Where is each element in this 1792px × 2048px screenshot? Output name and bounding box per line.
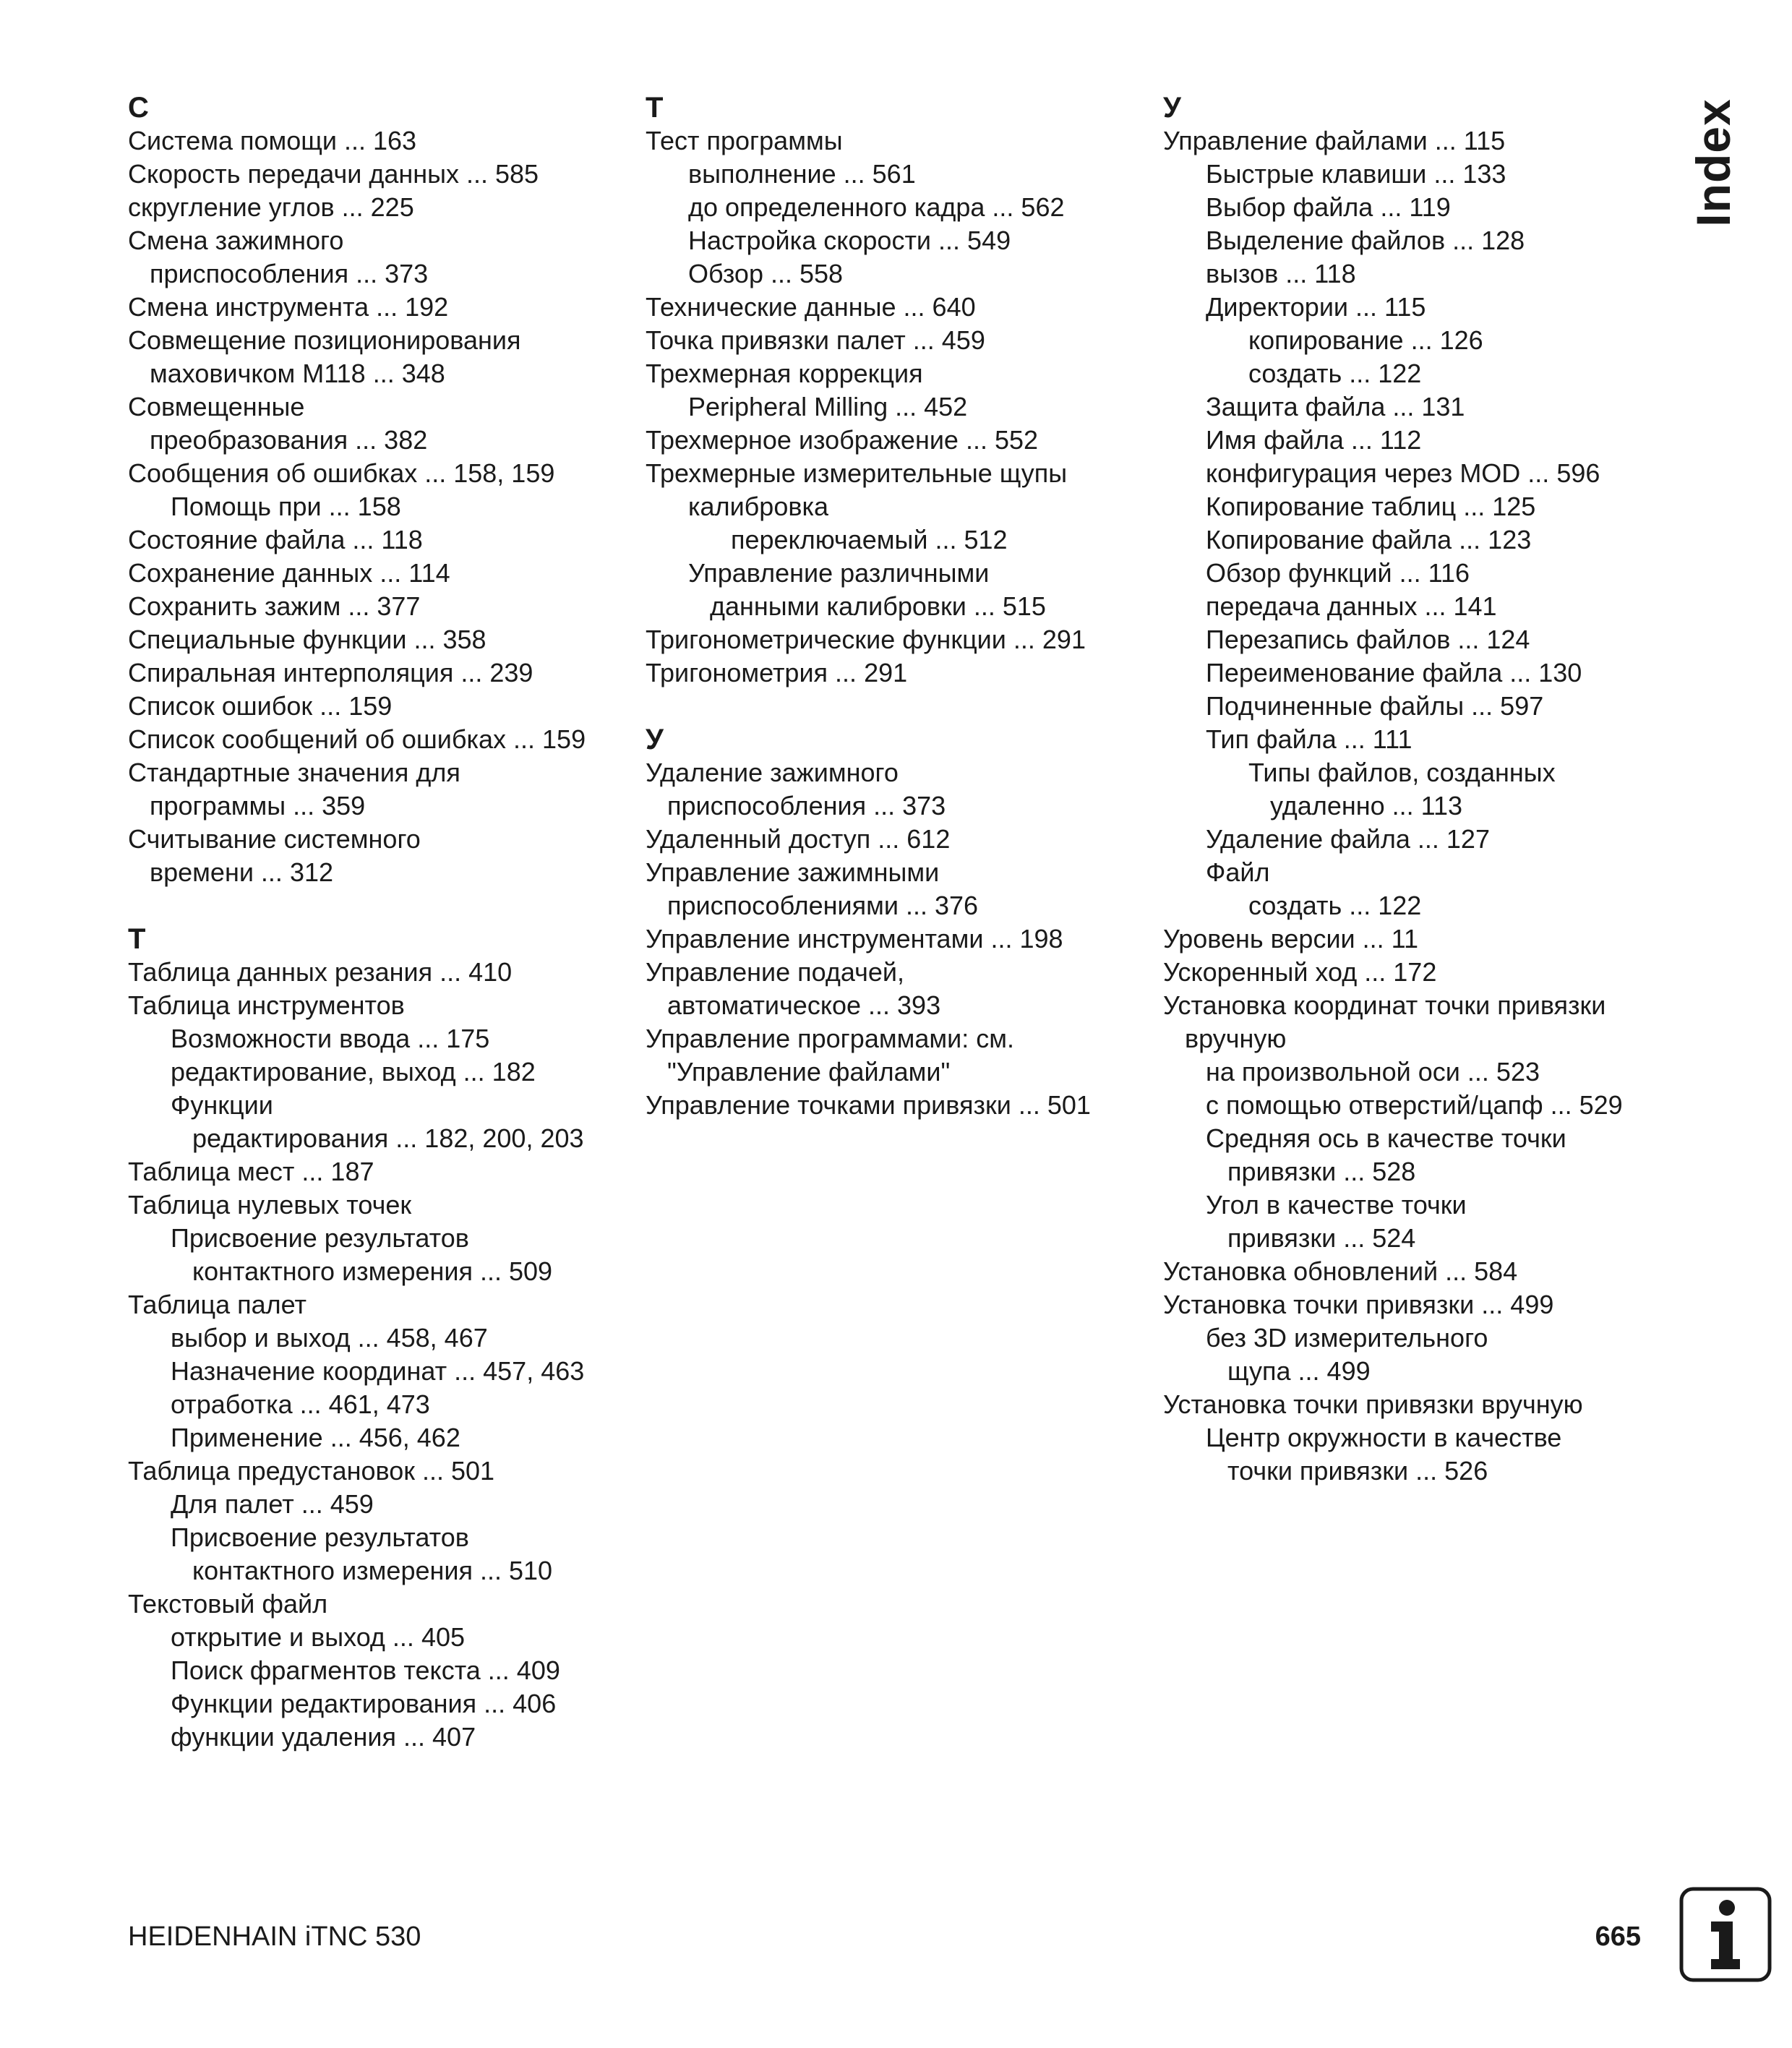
index-entry: Быстрые клавиши ... 133 xyxy=(1206,159,1506,189)
index-entry: времени ... 312 xyxy=(150,857,334,887)
index-entry: конфигурация через MOD ... 596 xyxy=(1206,458,1600,488)
index-entry: приспособления ... 373 xyxy=(667,791,946,821)
index-entry: Управление различными xyxy=(688,558,990,588)
index-entry: программы ... 359 xyxy=(150,791,366,821)
index-entry: привязки ... 528 xyxy=(1227,1157,1416,1186)
index-entry: Управление файлами ... 115 xyxy=(1163,126,1506,155)
index-entry: Тригонометрия ... 291 xyxy=(646,658,908,687)
index-entry: Копирование файла ... 123 xyxy=(1206,525,1532,554)
index-entry: Назначение координат ... 457, 463 xyxy=(171,1356,585,1386)
info-icon xyxy=(1679,1887,1772,1982)
index-entry: Текстовый файл xyxy=(128,1589,328,1619)
index-entry: Точка привязки палет ... 459 xyxy=(646,325,985,355)
index-entry: Функции редактирования ... 406 xyxy=(171,1689,557,1718)
index-entry: Peripheral Milling ... 452 xyxy=(688,392,968,421)
index-entry: с помощью отверстий/цапф ... 529 xyxy=(1206,1090,1623,1120)
index-entry: Для палет ... 459 xyxy=(171,1489,374,1519)
index-entry: Подчиненные файлы ... 597 xyxy=(1206,691,1544,721)
index-entry: Трехмерное изображение ... 552 xyxy=(646,425,1039,455)
index-section xyxy=(128,922,634,1754)
index-entry: Применение ... 456, 462 xyxy=(171,1423,460,1452)
index-entry: Установка точки привязки вручную xyxy=(1163,1389,1583,1419)
index-entry: Сохранить зажим ... 377 xyxy=(128,591,421,621)
index-entry: вызов ... 118 xyxy=(1206,259,1356,288)
index-entry: Смена инструмента ... 192 xyxy=(128,292,449,322)
index-entry: Тест программы xyxy=(646,126,843,155)
index-entry: Переименование файла ... 130 xyxy=(1206,658,1582,687)
index-entry: Таблица предустановок ... 501 xyxy=(128,1456,495,1486)
index-entry: Управление инструментами ... 198 xyxy=(646,924,1063,954)
index-entry: Выбор файла ... 119 xyxy=(1206,192,1451,222)
index-entry: открытие и выход ... 405 xyxy=(171,1622,466,1652)
index-entry: Копирование таблиц ... 125 xyxy=(1206,492,1536,521)
index-column-1 xyxy=(128,91,634,1787)
index-entry: Файл xyxy=(1206,857,1270,887)
index-entry: Считывание системного xyxy=(128,824,421,854)
index-entry: приспособлениями ... 376 xyxy=(667,891,979,920)
index-entry: Выделение файлов ... 128 xyxy=(1206,226,1525,255)
index-entry: вручную xyxy=(1185,1024,1287,1053)
index-entry: скругление углов ... 225 xyxy=(128,192,414,222)
index-entry: Директории ... 115 xyxy=(1206,292,1426,322)
index-entry: Состояние файла ... 118 xyxy=(128,525,423,554)
index-entry: Средняя ось в качестве точки xyxy=(1206,1123,1566,1153)
index-entry: точки привязки ... 526 xyxy=(1227,1456,1488,1486)
index-section xyxy=(128,91,634,889)
index-entry: Управление зажимными xyxy=(646,857,940,887)
index-entry: контактного измерения ... 510 xyxy=(192,1556,553,1585)
index-entry: Установка обновлений ... 584 xyxy=(1163,1256,1518,1286)
index-entry: Тригонометрические функции ... 291 xyxy=(646,625,1086,654)
index-entry: редактирование, выход ... 182 xyxy=(171,1057,536,1087)
index-entry: Уровень версии ... 11 xyxy=(1163,924,1419,954)
index-entry: Совмещение позиционирования xyxy=(128,325,521,355)
index-entry: отработка ... 461, 473 xyxy=(171,1389,430,1419)
section-letter: Т xyxy=(128,923,146,955)
index-entry: Функции xyxy=(171,1090,273,1120)
section-letter: У xyxy=(646,724,664,755)
index-entry: Присвоение результатов xyxy=(171,1223,469,1253)
index-entry: удаленно ... 113 xyxy=(1270,791,1463,821)
index-entry: создать ... 122 xyxy=(1248,359,1422,388)
index-entry: Имя файла ... 112 xyxy=(1206,425,1422,455)
index-entry: Удаление файла ... 127 xyxy=(1206,824,1490,854)
index-entry: Таблица палет xyxy=(128,1290,306,1319)
index-entry: Таблица мест ... 187 xyxy=(128,1157,374,1186)
index-entry: Система помощи ... 163 xyxy=(128,126,417,155)
index-section xyxy=(1163,91,1669,1488)
section-letter: У xyxy=(1163,92,1181,124)
index-entry: Установка точки привязки ... 499 xyxy=(1163,1290,1554,1319)
index-entry: Сообщения об ошибках ... 158, 159 xyxy=(128,458,555,488)
index-entry: создать ... 122 xyxy=(1248,891,1422,920)
index-entry: Обзор функций ... 116 xyxy=(1206,558,1470,588)
index-column-3 xyxy=(1163,91,1669,1521)
index-entry: функции удаления ... 407 xyxy=(171,1722,476,1752)
index-entry: Таблица нулевых точек xyxy=(128,1190,412,1220)
index-column-2 xyxy=(646,91,1152,1155)
index-entry: Трехмерные измерительные щупы xyxy=(646,458,1068,488)
index-section xyxy=(646,91,1152,690)
index-entry: Удаление зажимного xyxy=(646,758,899,787)
index-entry: до определенного кадра ... 562 xyxy=(688,192,1065,222)
index-entry: привязки ... 524 xyxy=(1227,1223,1416,1253)
index-entry: Список ошибок ... 159 xyxy=(128,691,393,721)
index-entry: выбор и выход ... 458, 467 xyxy=(171,1323,488,1353)
section-letter: С xyxy=(128,92,149,124)
section-letter: Т xyxy=(646,92,664,124)
index-entry: Трехмерная коррекция xyxy=(646,359,923,388)
index-entry: автоматическое ... 393 xyxy=(667,990,941,1020)
index-entry: копирование ... 126 xyxy=(1248,325,1483,355)
index-entry: Совмещенные xyxy=(128,392,305,421)
index-entry: Центр окружности в качестве xyxy=(1206,1423,1562,1452)
footer-title: HEIDENHAIN iTNC 530 xyxy=(128,1921,421,1952)
index-entry: Таблица данных резания ... 410 xyxy=(128,957,513,987)
index-entry: Перезапись файлов ... 124 xyxy=(1206,625,1530,654)
index-entry: Управление подачей, xyxy=(646,957,904,987)
index-entry: Присвоение результатов xyxy=(171,1522,469,1552)
index-entry: Сохранение данных ... 114 xyxy=(128,558,450,588)
index-entry: Настройка скорости ... 549 xyxy=(688,226,1011,255)
index-entry: Управление точками привязки ... 501 xyxy=(646,1090,1091,1120)
index-entry: Возможности ввода ... 175 xyxy=(171,1024,490,1053)
page-number: 665 xyxy=(1595,1921,1641,1952)
index-entry: Специальные функции ... 358 xyxy=(128,625,486,654)
index-entry: калибровка xyxy=(688,492,829,521)
index-entry: преобразования ... 382 xyxy=(150,425,428,455)
index-entry: на произвольной оси ... 523 xyxy=(1206,1057,1540,1087)
index-entry: маховичком M118 ... 348 xyxy=(150,359,445,388)
index-entry: без 3D измерительного xyxy=(1206,1323,1488,1353)
index-entry: Технические данные ... 640 xyxy=(646,292,976,322)
index-entry: выполнение ... 561 xyxy=(688,159,916,189)
index-entry: Спиральная интерполяция ... 239 xyxy=(128,658,533,687)
index-entry: Тип файла ... 111 xyxy=(1206,724,1412,754)
index-entry: Обзор ... 558 xyxy=(688,259,844,288)
index-entry: Смена зажимного xyxy=(128,226,344,255)
index-entry: Стандартные значения для xyxy=(128,758,460,787)
index-entry: Таблица инструментов xyxy=(128,990,405,1020)
index-side-label-text: Index xyxy=(1686,98,1740,227)
index-entry: редактирования ... 182, 200, 203 xyxy=(192,1123,584,1153)
index-entry: приспособления ... 373 xyxy=(150,259,429,288)
index-entry: Управление программами: см. xyxy=(646,1024,1014,1053)
index-section xyxy=(646,723,1152,1122)
index-entry: Помощь при ... 158 xyxy=(171,492,401,521)
index-side-label xyxy=(1684,94,1742,231)
index-entry: передача данных ... 141 xyxy=(1206,591,1497,621)
index-entry: Поиск фрагментов текста ... 409 xyxy=(171,1655,560,1685)
index-entry: Список сообщений об ошибках ... 159 xyxy=(128,724,586,754)
index-entry: Удаленный доступ ... 612 xyxy=(646,824,951,854)
index-entry: Установка координат точки привязки xyxy=(1163,990,1606,1020)
index-entry: переключаемый ... 512 xyxy=(731,525,1008,554)
index-entry: Скорость передачи данных ... 585 xyxy=(128,159,539,189)
index-entry: Типы файлов, созданных xyxy=(1248,758,1556,787)
index-entry: щупа ... 499 xyxy=(1227,1356,1371,1386)
index-entry: контактного измерения ... 509 xyxy=(192,1256,553,1286)
index-entry: Угол в качестве точки xyxy=(1206,1190,1467,1220)
index-entry: "Управление файлами" xyxy=(667,1057,951,1087)
index-entry: Защита файла ... 131 xyxy=(1206,392,1465,421)
index-entry: Ускоренный ход ... 172 xyxy=(1163,957,1437,987)
index-entry: данными калибровки ... 515 xyxy=(710,591,1046,621)
